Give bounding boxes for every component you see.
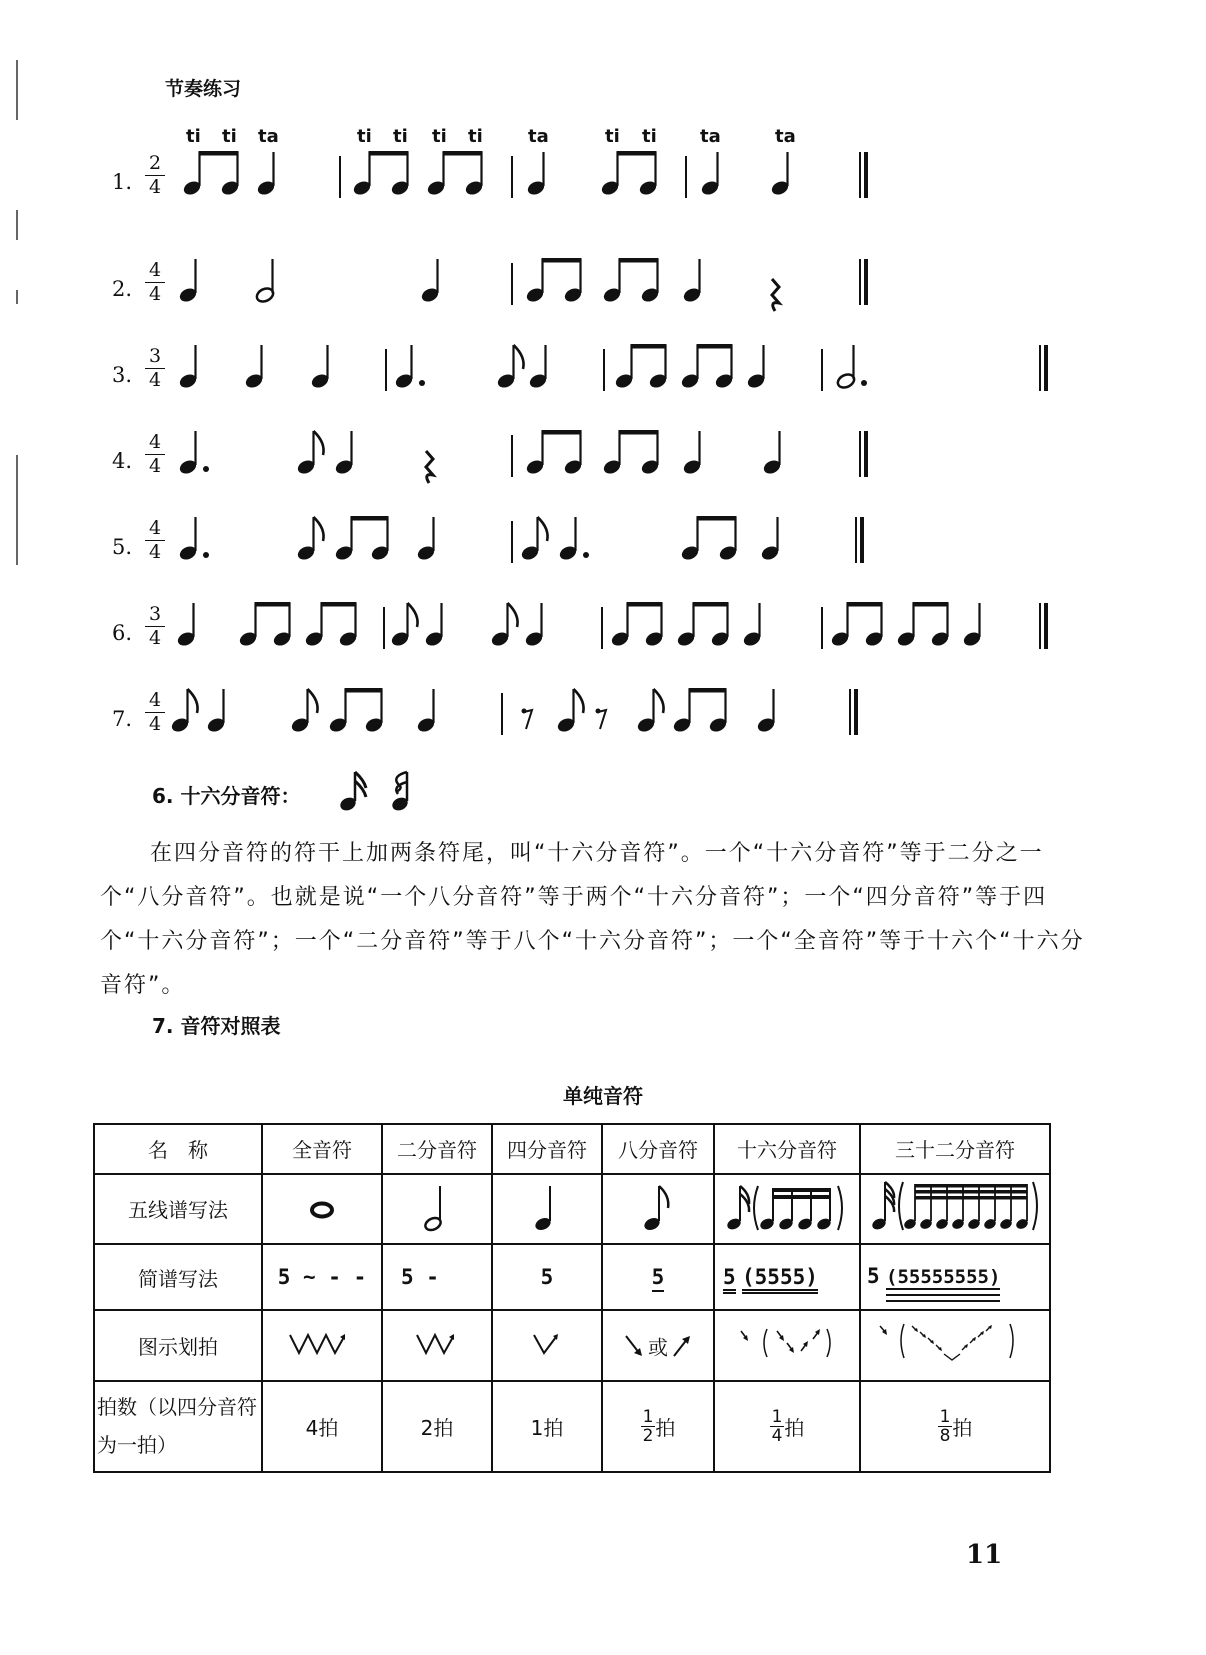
eighth-note: [636, 689, 664, 734]
eighth-note: [496, 345, 524, 390]
rhythm-notation: [0, 148, 1206, 228]
beamed-eighth-note: [648, 345, 668, 390]
beamed-eighth-note: [525, 259, 545, 304]
beat-count: 2拍: [382, 1381, 492, 1472]
beamed-eighth-note: [680, 517, 700, 562]
beam: [619, 430, 659, 435]
rhythm-section-title: 节奏练习: [165, 78, 242, 100]
jianpu-cell: [602, 1244, 714, 1310]
beam: [542, 430, 582, 435]
table-row: [94, 1310, 1050, 1380]
quarter-note: [206, 689, 226, 734]
quarter-note: [742, 603, 762, 648]
quarter-note-symbol: [492, 1174, 602, 1244]
rhythm-notation: [0, 427, 1206, 507]
quarter-note: [178, 259, 198, 304]
syllable: ti: [357, 126, 372, 147]
jianpu-notation: 5: [723, 1265, 736, 1294]
sixteenth-note-icon: [334, 766, 424, 816]
beam: [689, 688, 727, 693]
dotted-quarter-note: [558, 517, 589, 562]
quarter-note: [760, 517, 780, 562]
final-bar-line: [1040, 345, 1048, 391]
beamed-eighth-note: [896, 603, 916, 648]
sixteenth-note-paragraph: 在四分音符的符干上加两条符尾，叫“十六分音符”。一个“十六分音符”等于二分之一个“八分音符”。也就是说“一个八分音符”等于两个“十六分音符”；一个“四分音符”等于四个“十六分音符”；一个“二分音符”等于八个“十六分音符”；一个“全音符”等于十六个“十六分音符”。: [100, 841, 1085, 998]
eighth-note-icon: [638, 1178, 678, 1234]
rhythm-exercise: [0, 341, 1206, 421]
syllable: ti: [605, 126, 620, 147]
whole-note-symbol: [262, 1174, 382, 1244]
dotted-quarter-note: [178, 431, 209, 476]
beamed-eighth-note: [352, 152, 372, 197]
jianpu-cell: [382, 1244, 492, 1310]
dotted-quarter-note: [394, 345, 425, 390]
table-row: [94, 1174, 1050, 1244]
half-note: [255, 259, 275, 304]
exercise-number: 7.: [112, 707, 133, 731]
quarter-note: [526, 152, 546, 197]
jianpu-cell: [492, 1244, 602, 1310]
jianpu-notation: 5 ~ - -: [277, 1265, 367, 1290]
beam: [697, 516, 737, 521]
quarter-note: [176, 603, 196, 648]
beat-count: 4拍: [262, 1381, 382, 1472]
syllable: ta: [258, 126, 279, 147]
beamed-eighth-note: [426, 152, 446, 197]
table-row: [94, 1381, 1050, 1472]
rhythm-exercise: [0, 685, 1206, 765]
beat-count: 1拍: [492, 1381, 602, 1472]
beam: [693, 602, 729, 607]
beamed-eighth-note: [680, 345, 700, 390]
beat-fraction: $\frac{1}{4}$: [771, 1406, 783, 1446]
rhythm-notation: [0, 685, 1206, 765]
syllable: ta: [528, 126, 549, 147]
beam: [351, 516, 389, 521]
quarter-note: [244, 345, 264, 390]
or-text: 或: [648, 1335, 668, 1360]
quarter-note: [528, 345, 548, 390]
syllable: ta: [700, 126, 721, 147]
beat-count: [714, 1381, 860, 1472]
beam: [631, 344, 667, 349]
beam: [617, 151, 657, 156]
beam: [627, 602, 663, 607]
quarter-note: [682, 259, 702, 304]
jianpu-cell: [714, 1244, 860, 1310]
column-header: 三十二分音符: [860, 1124, 1050, 1174]
jianpu-group: (5555): [742, 1265, 818, 1294]
eighth-note: [296, 431, 324, 476]
row-label: 名 称: [94, 1124, 262, 1174]
time-signature: $\frac{4}{4}$: [145, 519, 165, 562]
exercise-number: 3.: [112, 363, 133, 387]
eighth-note: [170, 689, 198, 734]
beamed-eighth-note: [563, 431, 583, 476]
beamed-eighth-note: [640, 259, 660, 304]
table-caption: 单纯音符: [563, 1084, 643, 1108]
row-label: 图示划拍: [94, 1310, 262, 1380]
beamed-eighth-note: [676, 603, 696, 648]
eighth-note: [390, 603, 418, 648]
final-bar-line: [856, 517, 864, 563]
eighth-note: [490, 603, 518, 648]
note-table-title: 7. 音符对照表: [152, 1014, 281, 1038]
beamed-eighth-note: [304, 603, 324, 648]
beam: [619, 258, 659, 263]
dotted-quarter-note: [178, 517, 209, 562]
beamed-eighth-note: [338, 603, 358, 648]
final-bar-line: [1040, 603, 1048, 649]
quarter-note: [700, 152, 720, 197]
time-signature: $\frac{4}{4}$: [145, 261, 165, 304]
beamed-eighth-note: [370, 517, 390, 562]
beamed-eighth-note: [714, 345, 734, 390]
beam: [847, 602, 883, 607]
jianpu-cell: [860, 1244, 1050, 1310]
rhythm-exercise: [0, 148, 1206, 228]
quarter-note: [256, 152, 276, 197]
thirty-second-beating-icon: [870, 1318, 1040, 1368]
beamed-eighth-note: [864, 603, 884, 648]
rhythm-exercise: [0, 427, 1206, 507]
column-header: 二分音符: [382, 1124, 492, 1174]
quarter-note: [524, 603, 544, 648]
v-1-beat-icon: [522, 1323, 572, 1363]
jianpu-notation: 5: [540, 1265, 554, 1290]
time-signature: $\frac{2}{4}$: [145, 154, 165, 197]
beating-diagram: [714, 1310, 860, 1380]
final-bar-line: [860, 259, 868, 305]
quarter-note: [424, 603, 444, 648]
table-row: [94, 1124, 1050, 1174]
beamed-eighth-note: [644, 603, 664, 648]
time-signature: $\frac{3}{4}$: [145, 605, 165, 648]
eighth-rest: [596, 709, 607, 730]
eighth-note-symbol: [602, 1174, 714, 1244]
quarter-note: [420, 259, 440, 304]
quarter-note: [746, 345, 766, 390]
column-header: 八分音符: [602, 1124, 714, 1174]
quarter-rest: [772, 279, 779, 311]
exercise-number: 6.: [112, 621, 133, 645]
beamed-eighth-note: [718, 517, 738, 562]
down-arrow-icon: [620, 1326, 648, 1366]
beamed-eighth-note: [600, 152, 620, 197]
beamed-eighth-note: [638, 152, 658, 197]
beat-unit: 拍: [952, 1415, 973, 1440]
table-row: [94, 1244, 1050, 1310]
rhythm-exercise: [0, 255, 1206, 335]
beamed-eighth-note: [328, 689, 348, 734]
jianpu-cell: [262, 1244, 382, 1310]
beamed-eighth-note: [525, 431, 545, 476]
beat-unit: 拍: [784, 1415, 805, 1440]
quarter-note: [682, 431, 702, 476]
thirty-second-note-group-icon: [867, 1176, 1043, 1236]
beamed-eighth-note: [464, 152, 484, 197]
syllable: ti: [432, 126, 447, 147]
beating-diagram: [492, 1310, 602, 1380]
beamed-eighth-note: [390, 152, 410, 197]
jianpu-notation: 5 -: [401, 1265, 439, 1290]
beat-unit: 拍: [655, 1415, 676, 1440]
jianpu-notation: 5: [867, 1264, 880, 1289]
beamed-thirty-seconds: [903, 1184, 1030, 1231]
time-signature: $\frac{4}{4}$: [145, 433, 165, 476]
beam: [913, 602, 949, 607]
half-note-icon: [417, 1178, 457, 1234]
beam: [542, 258, 582, 263]
beam: [443, 151, 483, 156]
quarter-note: [770, 152, 790, 197]
beat-fraction: $\frac{1}{8}$: [939, 1406, 951, 1446]
rhythm-notation: [0, 599, 1206, 679]
eighth-rest: [522, 709, 533, 730]
beamed-eighth-note: [238, 603, 258, 648]
quarter-note: [334, 431, 354, 476]
syllable: ti: [468, 126, 483, 147]
exercise-number: 4.: [112, 449, 133, 473]
jianpu-notation: 5: [652, 1265, 665, 1292]
sixteenth-note-symbol: [714, 1174, 860, 1244]
syllable: ti: [393, 126, 408, 147]
beam: [255, 602, 291, 607]
beam: [199, 151, 239, 156]
final-bar-line: [860, 152, 868, 198]
beamed-eighth-note: [182, 152, 202, 197]
up-arrow-icon: [668, 1326, 696, 1366]
row-label: 简谱写法: [94, 1244, 262, 1310]
beating-diagram: [382, 1310, 492, 1380]
quarter-note: [310, 345, 330, 390]
beamed-eighth-note: [830, 603, 850, 648]
quarter-rest: [426, 451, 433, 483]
row-label: 拍数（以四分音符为一拍）: [94, 1381, 262, 1472]
beamed-eighth-note: [220, 152, 240, 197]
beamed-eighth-note: [272, 603, 292, 648]
beamed-sixteenths: [759, 1188, 833, 1231]
thirty-second-note-symbol: [860, 1174, 1050, 1244]
eighth-note: [556, 689, 584, 734]
beating-diagram: [860, 1310, 1050, 1380]
note-comparison-table: [93, 1123, 1051, 1473]
sixteenth-beating-icon: [727, 1321, 847, 1365]
beamed-eighth-note: [930, 603, 950, 648]
beamed-eighth-note: [672, 689, 692, 734]
time-signature: $\frac{3}{4}$: [145, 347, 165, 390]
beamed-eighth-note: [602, 259, 622, 304]
beam: [697, 344, 733, 349]
dotted-half-note: [836, 345, 867, 390]
beating-diagram: [602, 1310, 714, 1380]
beamed-eighth-note: [364, 689, 384, 734]
syllable: ti: [222, 126, 237, 147]
syllable: ta: [775, 126, 796, 147]
beamed-eighth-note: [334, 517, 354, 562]
syllable: ti: [642, 126, 657, 147]
beamed-eighth-note: [708, 689, 728, 734]
rhythm-notation: [0, 255, 1206, 335]
zigzag-2-beat-icon: [407, 1323, 467, 1363]
column-header: 十六分音符: [714, 1124, 860, 1174]
zigzag-4-beat-icon: [282, 1323, 362, 1363]
exercise-number: 2.: [112, 277, 133, 301]
quarter-note-icon: [527, 1178, 567, 1234]
half-note-symbol: [382, 1174, 492, 1244]
final-bar-line: [860, 431, 868, 477]
exercise-number: 1.: [112, 170, 133, 194]
sixteenth-note-group-icon: [722, 1178, 852, 1234]
jianpu-group: (55555555): [886, 1266, 1001, 1289]
beamed-eighth-note: [710, 603, 730, 648]
column-header: 全音符: [262, 1124, 382, 1174]
beamed-eighth-note: [610, 603, 630, 648]
rhythm-exercise: [0, 599, 1206, 679]
quarter-note: [962, 603, 982, 648]
beam: [369, 151, 409, 156]
beam: [345, 688, 383, 693]
eighth-note: [296, 517, 324, 562]
quarter-note: [416, 689, 436, 734]
column-header: 四分音符: [492, 1124, 602, 1174]
time-signature: $\frac{4}{4}$: [145, 691, 165, 734]
quarter-note: [756, 689, 776, 734]
whole-note-icon: [302, 1186, 342, 1226]
beating-diagram: [262, 1310, 382, 1380]
exercise-number: 5.: [112, 535, 133, 559]
beamed-eighth-note: [563, 259, 583, 304]
eighth-note: [520, 517, 548, 562]
syllable: ti: [186, 126, 201, 147]
beat-fraction: $\frac{1}{2}$: [642, 1406, 654, 1446]
eighth-note: [290, 689, 318, 734]
beamed-eighth-note: [614, 345, 634, 390]
beat-count: [860, 1381, 1050, 1472]
quarter-note: [178, 345, 198, 390]
beamed-eighth-note: [602, 431, 622, 476]
beamed-eighth-note: [640, 431, 660, 476]
rhythm-exercise: [0, 513, 1206, 593]
quarter-note: [762, 431, 782, 476]
rhythm-notation: [0, 513, 1206, 593]
quarter-note: [416, 517, 436, 562]
beam: [321, 602, 357, 607]
sixteenth-note-title: 6. 十六分音符：: [152, 784, 301, 808]
final-bar-line: [850, 689, 858, 735]
beat-count: [602, 1381, 714, 1472]
rhythm-notation: [0, 341, 1206, 421]
margin-mark: [16, 60, 18, 120]
page-number: 11: [966, 1540, 1003, 1570]
row-label: 五线谱写法: [94, 1174, 262, 1244]
